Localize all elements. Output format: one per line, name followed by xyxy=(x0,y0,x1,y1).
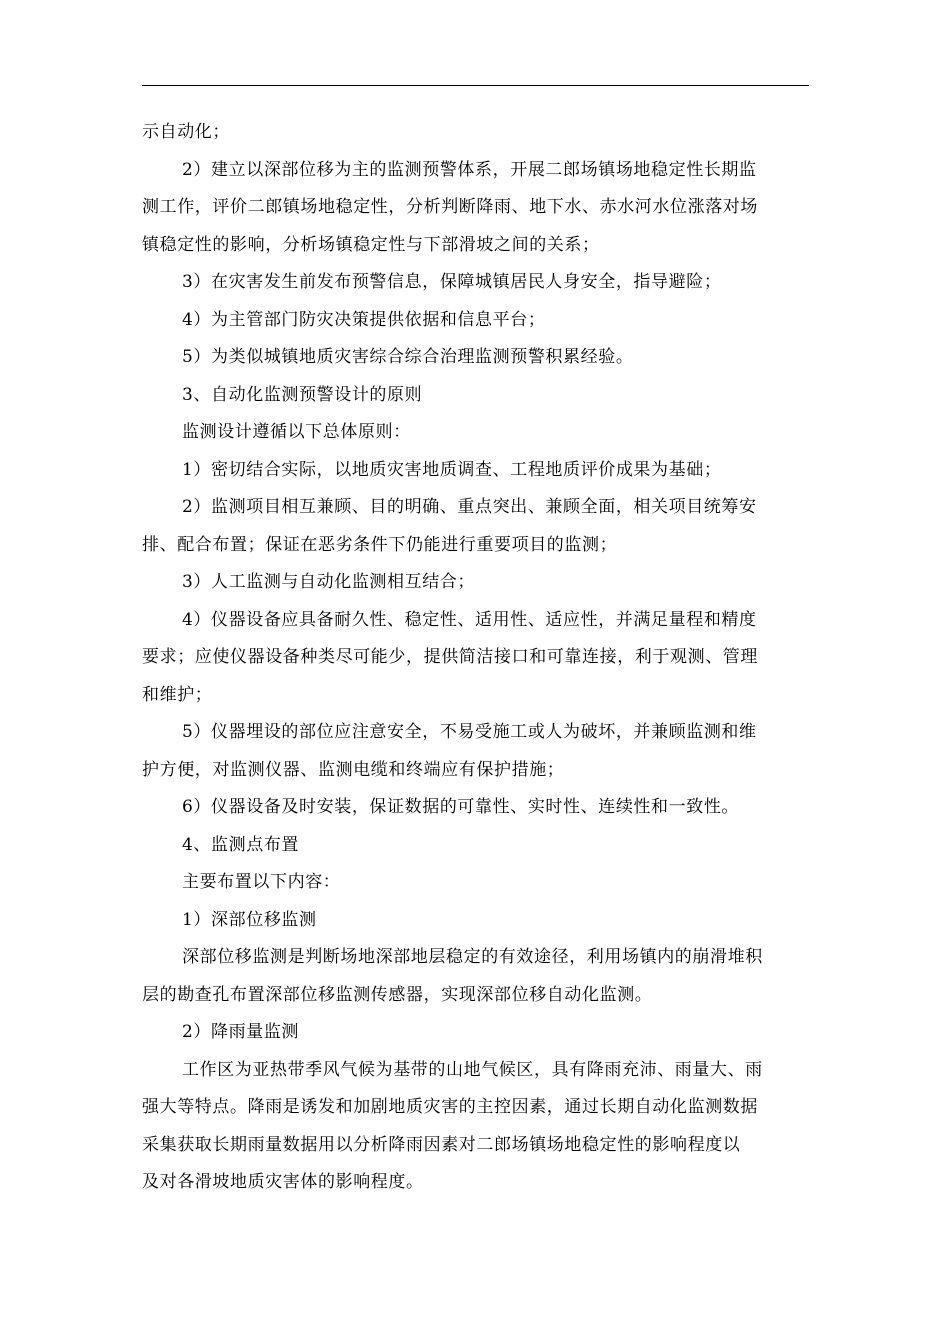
text-line: 测工作，评价二郎镇场地稳定性，分析判断降雨、地下水、赤水河水位涨落对场 xyxy=(142,197,758,217)
text-line: 3、自动化监测预警设计的原则 xyxy=(182,384,423,405)
text-line: 主要布置以下内容： xyxy=(182,872,341,892)
text-line: 2）建立以深部位移为主的监测预警体系，开展二郎场镇场地稳定性长期监 xyxy=(182,159,757,180)
text-line: 护方便，对监测仪器、监测电缆和终端应有保护措施； xyxy=(142,759,565,780)
text-line: 采集获取长期雨量数据用以分析降雨因素对二郎场镇场地稳定性的影响程度以 xyxy=(142,1134,741,1155)
text-line: 5）仪器埋设的部位应注意安全，不易受施工或人为破坏，并兼顾监测和维 xyxy=(182,722,757,742)
text-line: 要求；应使仪器设备种类尽可能少，提供简洁接口和可靠连接，利于观测、管理 xyxy=(142,647,758,667)
text-line: 5）为类似城镇地质灾害综合综合治理监测预警积累经验。 xyxy=(182,347,634,367)
text-line: 1）密切结合实际，以地质灾害地质调查、工程地质评价成果为基础； xyxy=(182,459,722,480)
text-line: 4）为主管部门防灾决策提供依据和信息平台； xyxy=(182,309,546,330)
text-line: 3）在灾害发生前发布预警信息，保障城镇居民人身安全，指导避险； xyxy=(182,272,722,292)
text-line: 层的勘查孔布置深部位移监测传感器，实现深部位移自动化监测。 xyxy=(142,984,653,1005)
text-line: 2）监测项目相互兼顾、目的明确、重点突出、兼顾全面，相关项目统筹安 xyxy=(182,497,757,517)
text-line: 6）仪器设备及时安装，保证数据的可靠性、实时性、连续性和一致性。 xyxy=(182,797,740,817)
text-line: 镇稳定性的影响，分析场镇稳定性与下部滑坡之间的关系； xyxy=(142,234,600,255)
text-line: 和维护； xyxy=(142,684,213,705)
text-line: 4、监测点布置 xyxy=(182,834,300,855)
text-line: 示自动化； xyxy=(142,122,230,142)
text-line: 监测设计遵循以下总体原则： xyxy=(182,422,411,442)
text-line: 工作区为亚热带季风气候为基带的山地气候区，具有降雨充沛、雨量大、雨 xyxy=(182,1059,763,1080)
header-rule xyxy=(142,85,809,86)
text-line: 排、配合布置；保证在恶劣条件下仍能进行重要项目的监测； xyxy=(142,534,618,555)
text-line: 2）降雨量监测 xyxy=(182,1022,300,1042)
text-line: 深部位移监测是判断场地深部地层稳定的有效途径，利用场镇内的崩滑堆积 xyxy=(182,947,763,967)
document-body xyxy=(142,114,809,1202)
text-line: 3）人工监测与自动化监测相互结合； xyxy=(182,572,476,592)
text-line: 4）仪器设备应具备耐久性、稳定性、适用性、适应性，并满足量程和精度 xyxy=(182,609,757,630)
text-line: 及对各滑坡地质灾害体的影响程度。 xyxy=(142,1172,424,1192)
text-line: 1）深部位移监测 xyxy=(182,909,317,930)
text-line: 强大等特点。降雨是诱发和加剧地质灾害的主控因素，通过长期自动化监测数据 xyxy=(142,1097,758,1117)
